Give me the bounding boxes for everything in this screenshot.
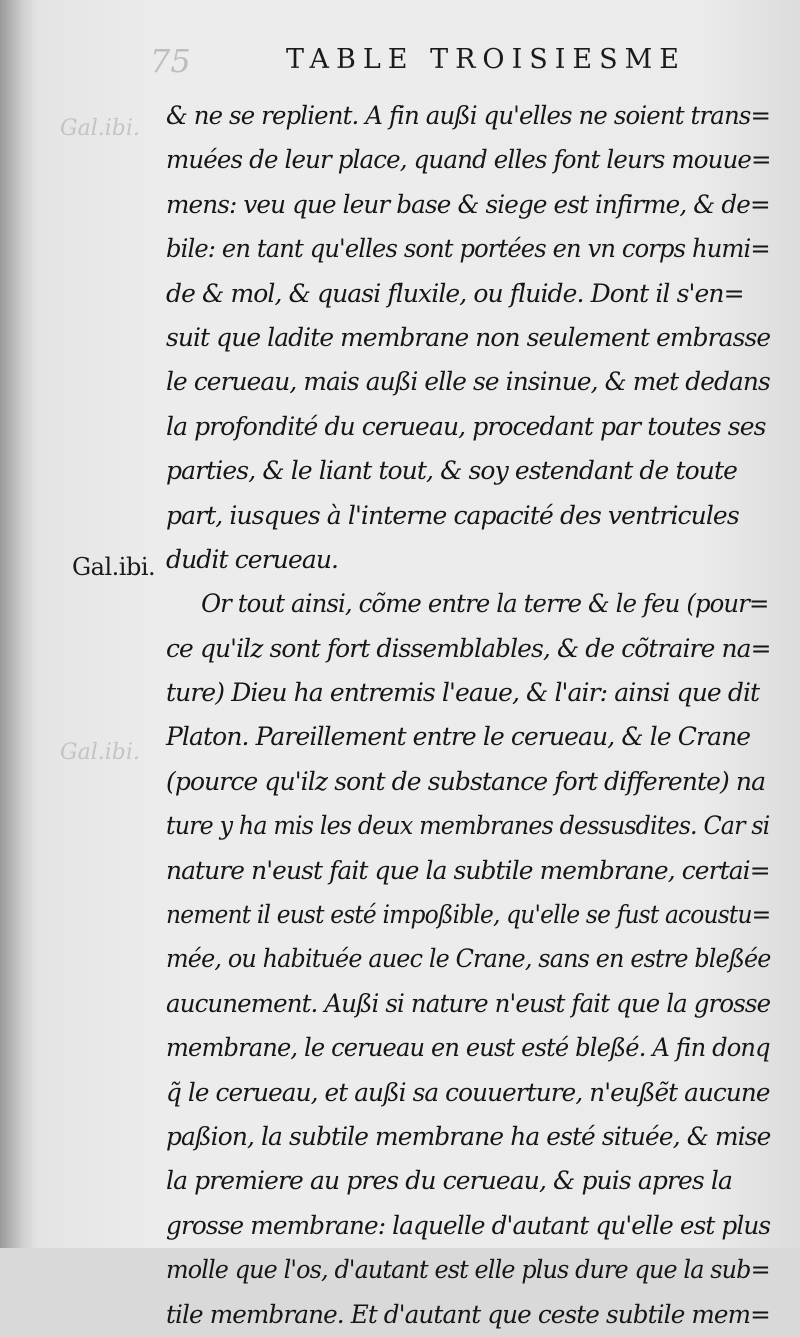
text-line: Platon. Pareillement entre le cerueau, & le Crane: [166, 722, 751, 752]
bleed-through-text: Gal.ibi.: [60, 116, 140, 141]
margin-note: Gal.ibi.: [72, 553, 156, 581]
text-line: nature n'eust fait que la subtile membrane, certai=: [166, 855, 770, 885]
text-line: ture y ha mis les deux membranes dessusdites. Car si: [166, 811, 770, 841]
text-line: mens: veu que leur base & siege est infirme, & de=: [166, 189, 770, 219]
text-line: grosse membrane: laquelle d'autant qu'elle est plus: [166, 1210, 771, 1240]
running-head: TABLE TROISIESME: [286, 44, 686, 75]
text-line: paßion, la subtile membrane ha esté située, & mise: [166, 1121, 771, 1151]
text-line: Or tout ainsi, cõme entre la terre & le feu (pour=: [201, 589, 769, 619]
text-line: la premiere au pres du cerueau, & puis apres la: [166, 1166, 732, 1196]
text-line: aucunement. Außi si nature n'eust fait que la grosse: [166, 988, 771, 1018]
bleed-through-page-number: 75: [150, 42, 191, 80]
text-line: dudit cerueau.: [166, 544, 339, 574]
text-line: part, iusques à l'interne capacité des ventricules: [166, 500, 739, 530]
text-line: bile: en tant qu'elles sont portées en vn corps humi=: [166, 234, 770, 264]
text-line: muées de leur place, quand elles font leurs mouue=: [166, 145, 771, 175]
text-line: suit que ladite membrane non seulement embrasse: [166, 322, 771, 352]
text-line: la profondité du cerueau, procedant par toutes ses: [166, 411, 766, 441]
text-line: (pource qu'ilz sont de substance fort differente) na: [166, 766, 766, 796]
text-line: ce qu'ilz sont fort dissemblables, & de cõtraire na=: [166, 633, 771, 663]
text-line: q̃ le cerueau, et außi sa couuerture, n'eußẽt aucune: [166, 1077, 770, 1107]
text-line: & ne se replient. A fin außi qu'elles ne soient trans=: [166, 101, 771, 130]
gutter-shadow: [0, 0, 34, 1248]
text-line: ture) Dieu ha entremis l'eaue, & l'air: ainsi que dit: [166, 678, 760, 708]
text-line: molle que l'os, d'autant est elle plus dure que la sub=: [166, 1255, 770, 1285]
text-line: mée, ou habituée auec le Crane, sans en estre bleßée: [166, 944, 771, 974]
text-line: parties, & le liant tout, & soy estendant de toute: [166, 456, 737, 486]
text-line: le cerueau, mais außi elle se insinue, & met dedans: [166, 367, 770, 397]
body-text: [166, 94, 770, 1337]
text-line: nement il eust esté impoßible, qu'elle se fust acoustu=: [166, 900, 771, 930]
text-line: membrane, le cerueau en eust esté bleßé. A fin donq: [166, 1033, 770, 1063]
text-line: tile membrane. Et d'autant que ceste subtile mem=: [166, 1299, 770, 1329]
text-line: de & mol, & quasi fluxile, ou fluide. Dont il s'en=: [166, 278, 744, 308]
bleed-through-text: Gal.ibi.: [60, 740, 140, 765]
